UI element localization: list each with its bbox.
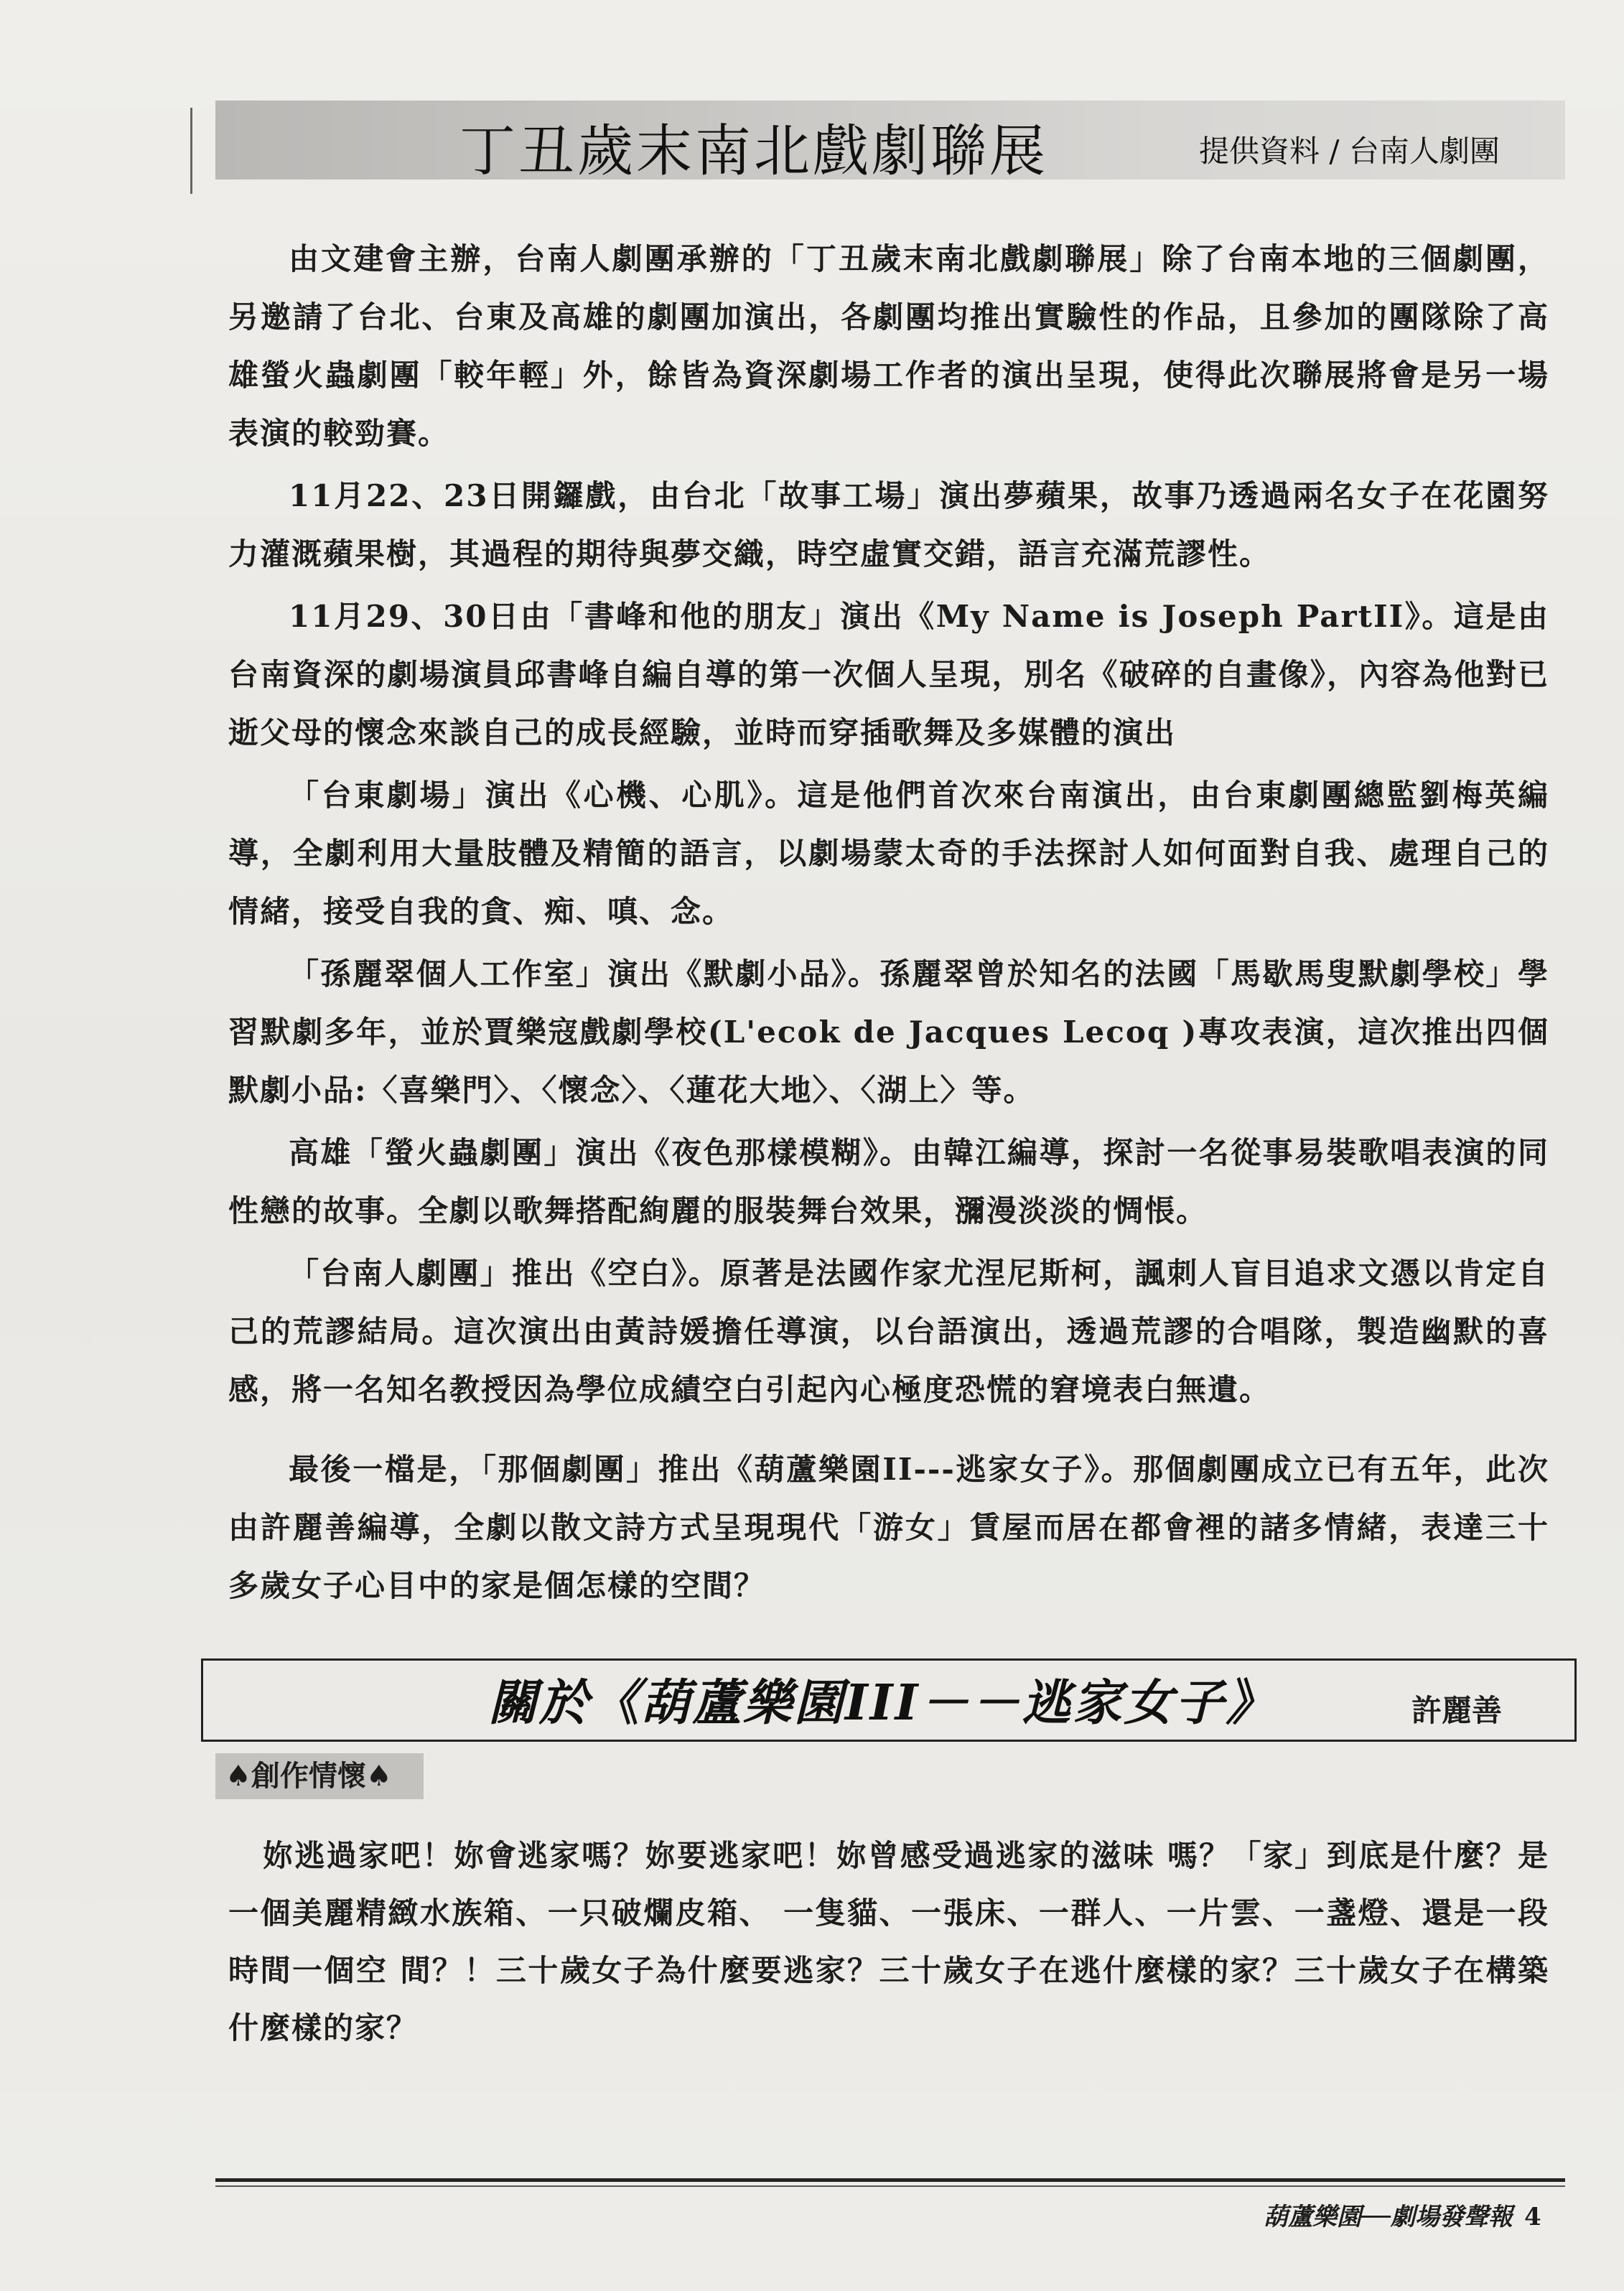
article-paragraph: 11月29、30日由「書峰和他的朋友」演出《My Name is Joseph PartII》。這是由台南資深的劇場演員邱書峰自編自導的第一次個人呈現，別名《破碎的自畫像》，內容為他對已逝父母的懷念來談自己的成長經驗，並時而穿插歌舞及多媒體的演出 bbox=[228, 599, 1549, 750]
footer-rule bbox=[215, 2178, 1565, 2182]
footer-publication: 葫蘆樂園──劇場發聲報 bbox=[1264, 2203, 1513, 2231]
article-paragraph: 最後一檔是，「那個劇團」推出《葫蘆樂園II---逃家女子》。那個劇團成立已有五年，此次由許麗善編導，全劇以散文詩方式呈現現代「游女」賃屋而居在都會裡的諸多情緒，表達三十多歲女子心目中的家是個怎樣的空間？ bbox=[228, 1452, 1549, 1603]
article-paragraph: 「台南人劇團」推出《空白》。原著是法國作家尤涅尼斯柯，諷刺人盲目追求文憑以肯定自己的荒謬結局。這次演出由黃詩媛擔任導演，以台語演出，透過荒謬的合唱隊，製造幽默的喜感，將一名知名教授因為學位成績空白引起內心極度恐慌的窘境表白無遺。 bbox=[228, 1256, 1549, 1407]
section-author: 許麗善 bbox=[1411, 1693, 1503, 1728]
page-number: 4 bbox=[1523, 2203, 1541, 2231]
header-bracket bbox=[190, 108, 200, 194]
article-paragraph: 由文建會主辦，台南人劇團承辦的「丁丑歲末南北戲劇聯展」除了台南本地的三個劇團，另邀請了台北、台東及高雄的劇團加演出，各劇團均推出實驗性的作品，且參加的團隊除了高雄螢火蟲劇團「較年輕」外，餘皆為資深劇場工作者的演出呈現，使得此次聯展將會是另一場表演的較勁賽。 bbox=[228, 241, 1549, 451]
article-paragraph: 「台東劇場」演出《心機、心肌》。這是他們首次來台南演出，由台東劇團總監劉梅英編導，全劇利用大量肢體及精簡的語言，以劇場蒙太奇的手法探討人如何面對自我、處理自己的情緒，接受自我的貪、痴、嗔、念。 bbox=[228, 778, 1549, 929]
source-credit: 提供資料 / 台南人劇團 bbox=[1199, 134, 1500, 169]
footer-rule-thin bbox=[215, 2185, 1565, 2187]
page-title: 丁丑歲末南北戲劇聯展 bbox=[459, 119, 1049, 184]
article-paragraph: 「孫麗翠個人工作室」演出《默劇小品》。孫麗翠曾於知名的法國「馬歇馬叟默劇學校」學習默劇多年，並於賈樂寇戲劇學校(L'ecok de Jacques Lecoq )專攻表演，這次推出四個默劇小品:〈喜樂門〉、〈懷念〉、〈蓮花大地〉、〈湖上〉等。 bbox=[228, 956, 1549, 1108]
footer bbox=[1264, 2197, 1541, 2232]
section-title: 關於《葫蘆樂園III－－逃家女子》 bbox=[488, 1674, 1277, 1732]
article-paragraph: 11月22、23日開鑼戲，由台北「故事工場」演出夢蘋果，故事乃透過兩名女子在花園努力灌溉蘋果樹，其過程的期待與夢交織，時空虛實交錯，語言充滿荒謬性。 bbox=[228, 478, 1549, 571]
section-body bbox=[228, 1827, 1549, 2057]
section-paragraph: 妳逃過家吧！妳會逃家嗎？妳要逃家吧！妳曾感受過逃家的滋味 嗎？「家」到底是什麼？是一個美麗精緻水族箱、一只破爛皮箱、 一隻貓、一張床、一群人、一片雲、一盞燈、還是一段時間一個空 間？！三十歲女子為什麼要逃家？三十歲女子在逃什麼樣的家？三十歲女子在構築什麼樣的家？ bbox=[228, 1838, 1549, 2045]
article-paragraph: 高雄「螢火蟲劇團」演出《夜色那樣模糊》。由韓江編導，探討一名從事易裝歌唱表演的同性戀的故事。全劇以歌舞搭配絢麗的服裝舞台效果，瀰漫淡淡的惆悵。 bbox=[228, 1135, 1549, 1228]
article-body bbox=[228, 230, 1549, 1619]
subheading: ♠創作情懷♠ bbox=[215, 1753, 424, 1799]
